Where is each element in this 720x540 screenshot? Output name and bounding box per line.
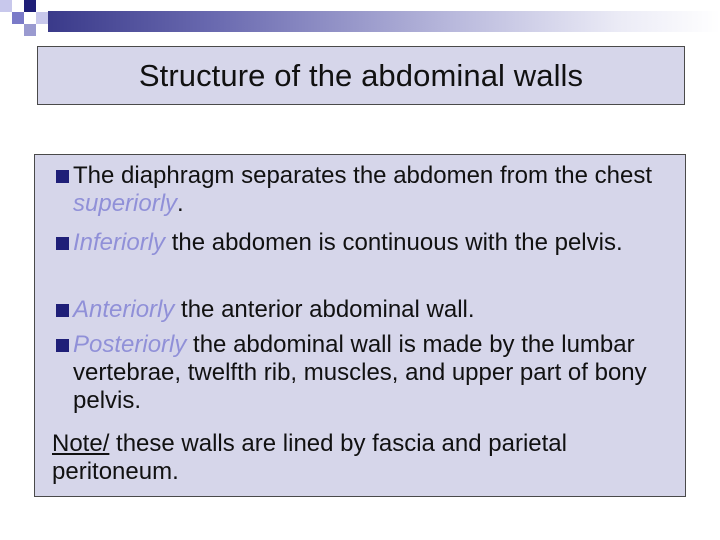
title-box xyxy=(37,46,685,105)
square-bullet-icon xyxy=(56,339,69,352)
corner-square-light-2 xyxy=(36,12,48,24)
bullet-text: Anteriorly the anterior abdominal wall. xyxy=(73,296,475,323)
slide-title: Structure of the abdominal walls xyxy=(138,57,584,93)
note-text: Note/ these walls are lined by fascia and parietal peritoneum. xyxy=(52,430,567,485)
square-bullet-icon xyxy=(56,170,69,183)
square-bullet-icon xyxy=(56,304,69,317)
corner-square-mid xyxy=(12,12,24,24)
bullet-text: Posteriorly the abdominal wall is made by the lumbar vertebrae, twelfth rib, muscles, and upper part of bony pelvis. xyxy=(73,331,647,414)
corner-square-dark-2 xyxy=(24,24,36,36)
square-bullet-icon xyxy=(56,237,69,250)
corner-square-dark xyxy=(24,0,36,12)
corner-square-light xyxy=(0,0,12,12)
bullet-text: The diaphragm separates the abdomen from the chest superiorly. xyxy=(73,162,652,217)
header-gradient-bar xyxy=(48,11,720,32)
content-box xyxy=(34,154,686,497)
bullet-text: Inferiorly the abdomen is continuous with the pelvis. xyxy=(73,229,623,256)
